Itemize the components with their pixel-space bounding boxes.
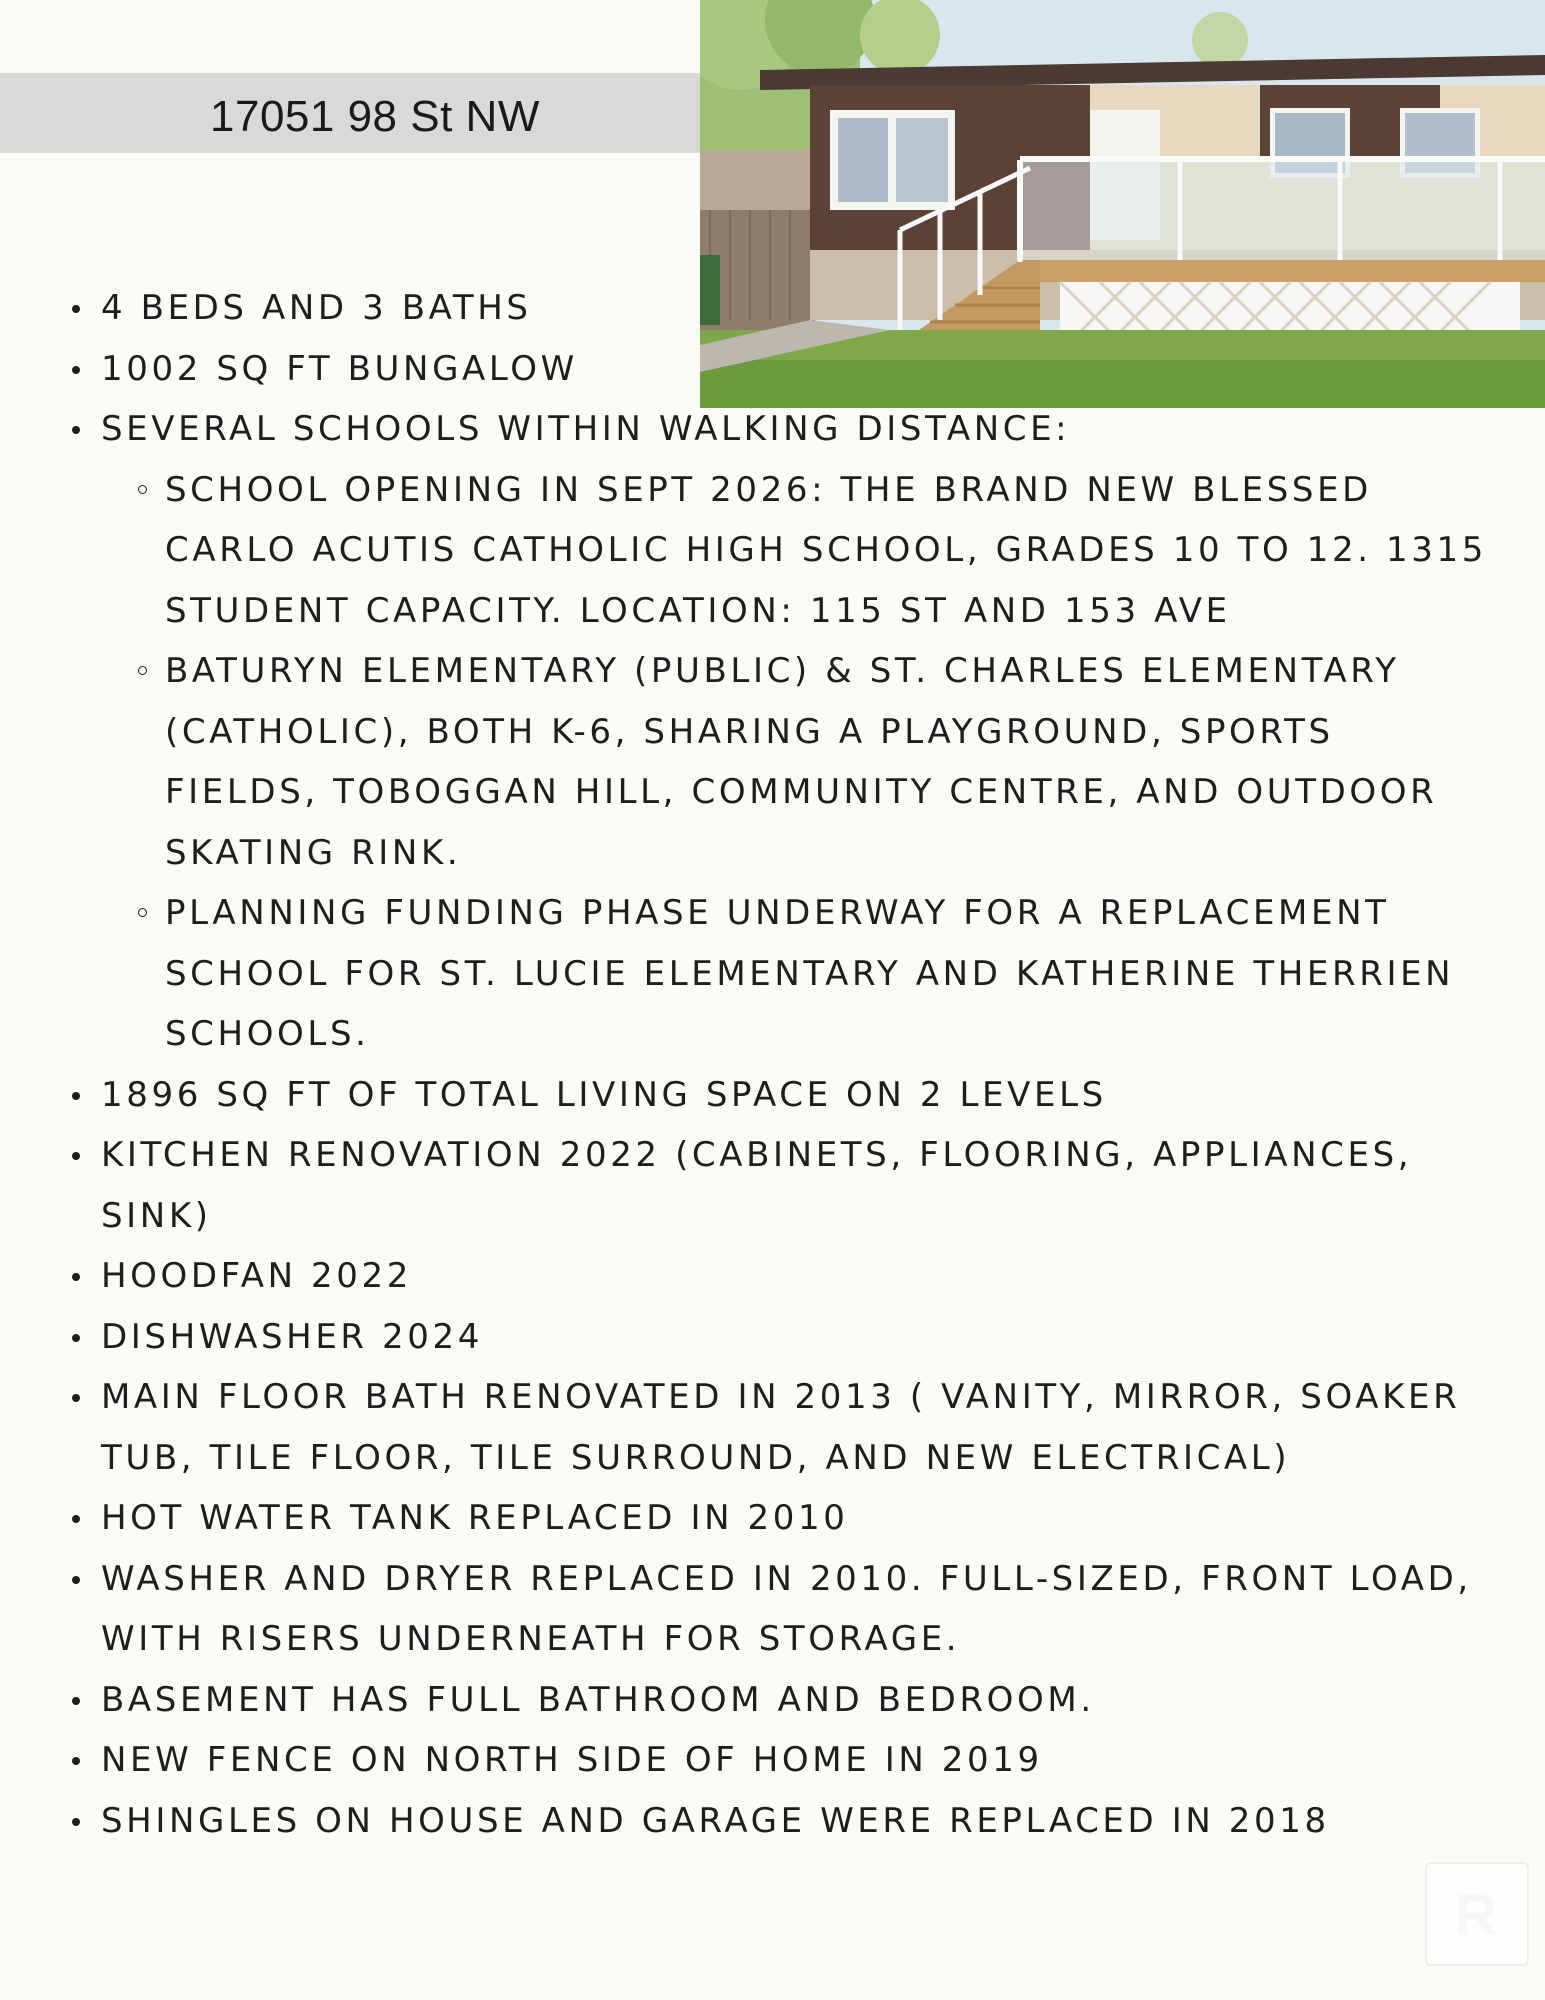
list-item: KITCHEN RENOVATION 2022 (CABINETS, FLOORING, APPLIANCES, SINK) bbox=[0, 1125, 1500, 1246]
list-item: 1896 SQ FT OF TOTAL LIVING SPACE ON 2 LEVELS bbox=[0, 1065, 1500, 1126]
list-item-schools bbox=[0, 399, 1500, 1065]
list-item: HOODFAN 2022 bbox=[0, 1246, 1500, 1307]
list-item: MAIN FLOOR BATH RENOVATED IN 2013 ( VANITY, MIRROR, SOAKER TUB, TILE FLOOR, TILE SURROUND, AND NEW ELECTRICAL) bbox=[0, 1367, 1500, 1488]
sub-list-item: PLANNING FUNDING PHASE UNDERWAY FOR A REPLACEMENT SCHOOL FOR ST. LUCIE ELEMENTARY AND KATHERINE THERRIEN SCHOOLS. bbox=[165, 883, 1500, 1065]
feature-list-container bbox=[0, 278, 1500, 1851]
list-item-label: SEVERAL SCHOOLS WITHIN WALKING DISTANCE: bbox=[101, 409, 1071, 449]
schools-sublist bbox=[101, 460, 1500, 1065]
list-item: NEW FENCE ON NORTH SIDE OF HOME IN 2019 bbox=[0, 1730, 1500, 1791]
list-item: BASEMENT HAS FULL BATHROOM AND BEDROOM. bbox=[0, 1670, 1500, 1731]
sub-list-item: SCHOOL OPENING IN SEPT 2026: THE BRAND NEW BLESSED CARLO ACUTIS CATHOLIC HIGH SCHOOL, GRADES 10 TO 12. 1315 STUDENT CAPACITY. LOCATION: 115 ST AND 153 AVE bbox=[165, 460, 1500, 642]
list-item: DISHWASHER 2024 bbox=[0, 1307, 1500, 1368]
list-item: 1002 SQ FT BUNGALOW bbox=[0, 339, 1500, 400]
logo-letter: R bbox=[1455, 1883, 1497, 1948]
list-item: HOT WATER TANK REPLACED IN 2010 bbox=[0, 1488, 1500, 1549]
list-item: 4 BEDS AND 3 BATHS bbox=[0, 278, 1500, 339]
brand-watermark-logo bbox=[1425, 1862, 1529, 1966]
list-item: SHINGLES ON HOUSE AND GARAGE WERE REPLACED IN 2018 bbox=[0, 1791, 1500, 1852]
list-item: WASHER AND DRYER REPLACED IN 2010. FULL-SIZED, FRONT LOAD, WITH RISERS UNDERNEATH FOR STORAGE. bbox=[0, 1549, 1500, 1670]
sub-list-item: BATURYN ELEMENTARY (PUBLIC) & ST. CHARLES ELEMENTARY (CATHOLIC), BOTH K-6, SHARING A PLAYGROUND, SPORTS FIELDS, TOBOGGAN HILL, COMMUNITY CENTRE, AND OUTDOOR SKATING RINK. bbox=[165, 641, 1500, 883]
page-title: 17051 98 St NW bbox=[210, 92, 540, 141]
feature-list bbox=[0, 278, 1500, 1851]
